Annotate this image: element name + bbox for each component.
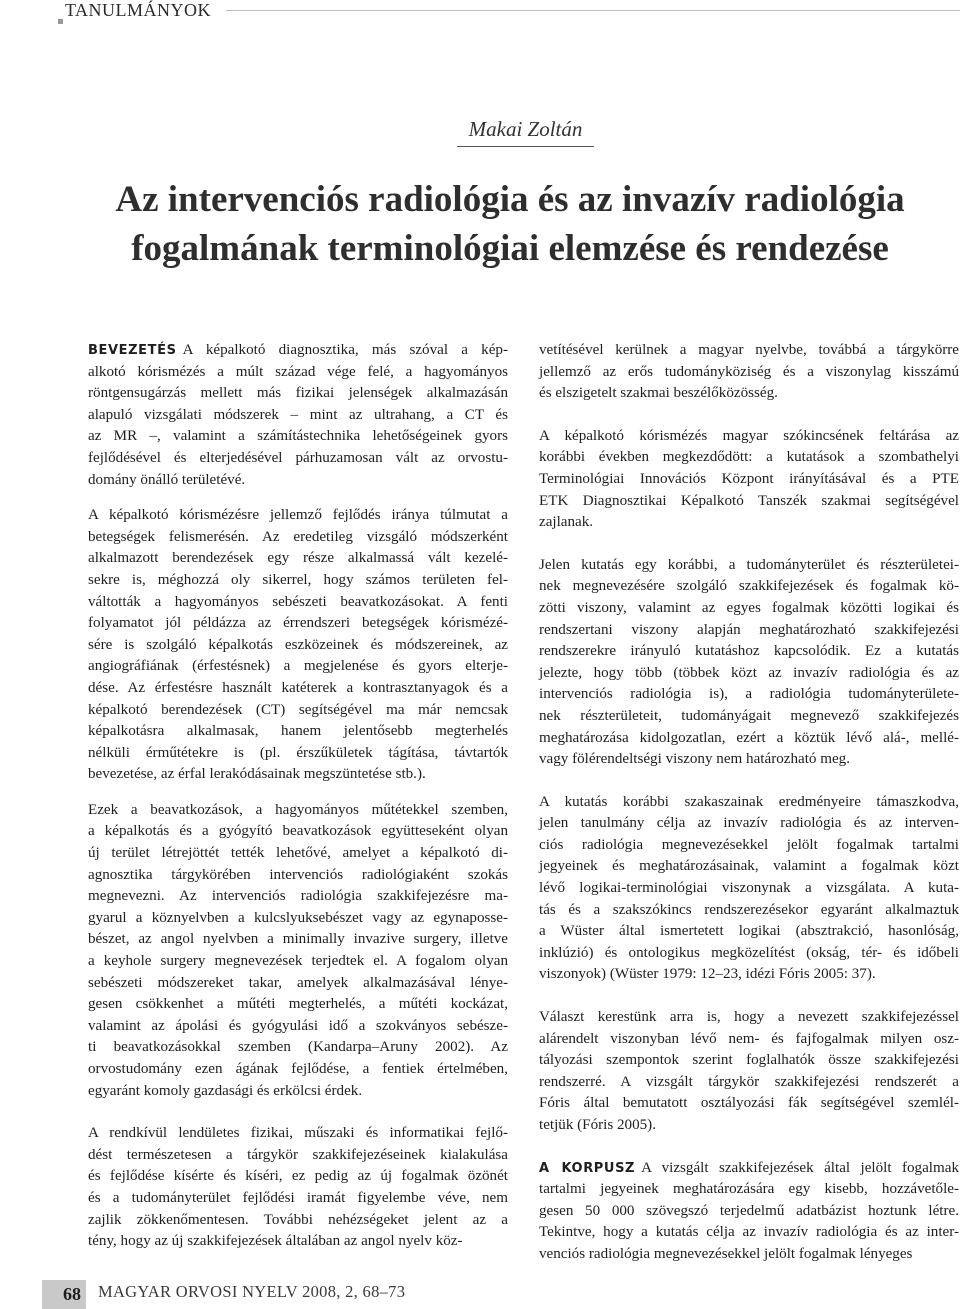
- text-line: és fejlődése kísérte és kíséri, ez pedig az új fogalmak özönét: [88, 1168, 508, 1185]
- paragraph: [88, 505, 508, 786]
- text-line: Választ kerestünk arra is, hogy a nevezett szakkifejezéssel: [539, 1009, 959, 1026]
- text-line: és a tudományterület fejlődési iramát figyelembe véve, nem: [88, 1189, 508, 1206]
- text-line: agnosztika tárgykörében intervenciós radiológiaként szokás: [88, 866, 508, 883]
- text-line: sebészeti módszereket takar, amelyek alkalmazásával lénye-: [88, 974, 508, 991]
- page-number: 68: [42, 1280, 86, 1309]
- text-line: A képalkotó kórismézés magyar szókincsének feltárása az: [539, 427, 959, 444]
- text-line: ETK Diagnosztikai Képalkotó Tanszék szakmai segítségével: [539, 492, 959, 509]
- text-line: és elszigetelt szakmai beszélőközösség.: [539, 385, 778, 402]
- text-line: nélküli érműtétekre is (pl. érszűkületek tágítása, távtartók: [88, 744, 508, 761]
- section-keyword: A KORPUSZ: [539, 1160, 636, 1176]
- text-line: Ezek a beavatkozások, a hagyományos műtétekkel szemben,: [88, 801, 508, 818]
- text-line: korábbi években megkezdődött: a kutatások a szombathelyi: [539, 449, 959, 466]
- paragraph: [539, 555, 959, 771]
- title-line: Az intervenciós radiológia és az invazív radiológia: [115, 179, 905, 220]
- text-line: fejlődésével és elterjedésével párhuzamosan vált az orvostu-: [88, 449, 508, 466]
- text-line: jelezte, hogy több (többek közt az invazív radiológia és az: [539, 664, 959, 681]
- text-line: vagy fölérendeltségi viszony nem határozható meg.: [539, 751, 850, 768]
- text-line: dést természetesen a tárgykör szakkifejezéseinek kialakulása: [88, 1146, 508, 1163]
- article-author: Makai Zoltán: [457, 117, 594, 147]
- text-line: megnevezni. Az intervenciós radiológia szakkifejezésre ma-: [88, 888, 508, 905]
- text-line: tetjük (Fóris 2005).: [539, 1117, 656, 1133]
- article-title: [90, 175, 930, 273]
- text-line: alapuló vizsgálati módszerek – mint az ultrahang, a CT és: [88, 406, 508, 423]
- text-line: váltották a hagyományos sebészeti beavatkozásokat. A fenti: [88, 593, 508, 610]
- text-line: dése. Az érfestésre használt katéterek a kontrasztanyagok és a: [88, 679, 508, 696]
- text-line: képalkotásra alkalmasak, hanem jelentősebb megterhelés: [88, 723, 508, 740]
- text-line: új terület létrejöttét tették lehetővé, amelyet a képalkotó di-: [88, 845, 508, 862]
- text-line: vetítésével kerülnek a magyar nyelvbe, továbbá a tárgykörre: [539, 342, 959, 358]
- text-line: tény, hogy az új szakkifejezések általában az angol nyelv köz-: [88, 1233, 463, 1250]
- page-footer: [42, 1280, 960, 1309]
- corpus-paragraph: [539, 1158, 959, 1266]
- paragraph: [539, 1007, 959, 1137]
- text-line: rendszerré. A vizsgált tárgykör szakkifejezési rendszerét a: [539, 1073, 959, 1090]
- title-line: fogalmának terminológiai elemzése és rendezése: [131, 228, 889, 269]
- text-line: viszonyok) (Wüster 1979: 12–23, idézi Fóris 2005: 37).: [539, 966, 876, 983]
- text-line: A rendkívül lendületes fizikai, műszaki és informatikai fejlő-: [88, 1125, 508, 1142]
- text-line: inklúzió) és ontologikus megközelítést (okság, tér- és időbeli: [539, 944, 959, 961]
- text-line: valamint az ápolási és gyógyulási idő a szokványos sebésze-: [88, 1017, 508, 1034]
- text-line: alkotó kórismézés a múlt század vége felé, a hagyományos: [88, 363, 508, 380]
- paragraph: [539, 426, 959, 534]
- text-line: a keyhole surgery megnevezések terjedtek el. A fogalom olyan: [88, 953, 508, 970]
- text-line: angiográfiának (érfestésnek) a megjelenése és gyors elterje-: [88, 658, 508, 675]
- text-line: bevezetése, az érfal lerakódásainak megszüntetése stb.).: [88, 766, 426, 783]
- text-line: Fóris által bemutatott osztályozási fák segítségével szemlél-: [539, 1095, 959, 1112]
- text-run: A képalkotó diagnosztika, más szóval a kép-: [182, 342, 508, 358]
- journal-citation: MAGYAR ORVOSI NYELV 2008, 2, 68–73: [98, 1282, 406, 1301]
- text-line: az MR –, valamint a számítástechnika lehetőségeinek gyors: [88, 428, 508, 445]
- text-run: A vizsgált szakkifejezések által jelölt fogalmak: [641, 1159, 959, 1176]
- paragraph: [539, 340, 959, 405]
- text-line: meghatározása kidolgozatlan, ezért a köztük lévő alá-, mellé-: [539, 729, 959, 746]
- text-line: tályozási szempontok szerint foglalhatók össze szakkifejezési: [539, 1052, 959, 1069]
- bullet-square-icon: [58, 19, 63, 24]
- left-column: [88, 340, 508, 1267]
- text-line: gesen csökkenhet a műtéti megterhelés, a műtéti kockázat,: [88, 996, 508, 1013]
- text-line: zajlik zökkenőmentesen. További nehézségeket jelent az a: [88, 1211, 508, 1228]
- paragraph: [539, 792, 959, 986]
- text-line: rendszertani viszony alapján meghatározható szakkifejezési: [539, 621, 959, 638]
- text-line: alárendelt viszonyban lévő nem- és fajfogalmak milyen osz-: [539, 1030, 959, 1047]
- text-line: jelen tanulmány célja az invazív radiológia és az interven-: [539, 815, 959, 832]
- section-label: [65, 0, 211, 21]
- text-line: Jelen kutatás egy korábbi, a tudományterület és részterületei-: [539, 556, 959, 573]
- text-line: A képalkotó kórismézésre jellemző fejlődés iránya túlmutat a: [88, 507, 508, 524]
- text-line: lévő logikai-terminológiai viszonynak a vizsgálata. A kuta-: [539, 880, 959, 897]
- text-line: nek részterületeit, tudományágait megnevező szakkifejezés: [539, 707, 959, 724]
- text-line: bészet, az angol nyelvben a minimally invazive surgery, illetve: [88, 931, 508, 948]
- text-line: zötti viszony, valamint az egyes fogalmak közötti logikai és: [539, 599, 959, 616]
- text-line: domány önálló területévé.: [88, 471, 246, 488]
- intro-paragraph: [88, 340, 508, 491]
- paragraph: [88, 1123, 508, 1253]
- text-line: alkalmazott berendezések egy része alkalmassá vált kezelé-: [88, 550, 508, 567]
- text-line: ti beavatkozásokkal szemben (Kandarpa–Aruny 2002). Az: [88, 1039, 508, 1056]
- text-line: jellemző az erős tudományköziség és a viszonylag kisszámú: [539, 363, 959, 380]
- text-line: tás és a szakszókincs rendszerezésekor egyaránt alkalmaztuk: [539, 901, 959, 918]
- text-line: egyaránt komoly gazdasági és erkölcsi érdek.: [88, 1082, 363, 1099]
- text-line: sére is szolgáló képalkotás eszközeinek és módszereinek, az: [88, 636, 508, 653]
- text-line: a képalkotás és a gyógyító beavatkozások együtteseként olyan: [88, 823, 508, 840]
- text-line: zajlanak.: [539, 514, 594, 531]
- text-line: képalkotó berendezések (CT) segítségével ma már nemcsak: [88, 701, 508, 718]
- text-line: gesen 50 000 szövegszó terjedelmű adatbázist hoztunk létre.: [539, 1202, 959, 1219]
- text-line: betegségek felismerésén. Az eredetileg vizsgáló módszerként: [88, 528, 508, 545]
- text-line: orvostudomány ezen ágának fejlődése, a fentiek értelmében,: [88, 1061, 508, 1077]
- text-line: sekre is, méghozzá oly sikerrel, hogy számos területen fel-: [88, 571, 508, 588]
- text-line: [539, 1158, 959, 1180]
- right-column: [539, 340, 959, 1280]
- text-line: tartalmi jegyeinek meghatározására egy kisebb, hozzávetőle-: [539, 1181, 959, 1198]
- section-keyword: BEVEZETÉS: [88, 343, 177, 358]
- text-line: jegyeinek és meghatározásainak, valamint a fogalmak közt: [539, 858, 959, 875]
- text-line: a Wüster által ismertetett logikai (absztrakció, hasonlóság,: [539, 923, 959, 940]
- section-name: TANULMÁNYOK: [65, 0, 212, 20]
- text-line: rendszerekre irányuló kutatáshoz kapcsolódik. Ez a kutatás: [539, 643, 959, 660]
- text-line: venciós radiológia megnevezésekkel jelölt fogalmak lényeges: [539, 1245, 913, 1262]
- text-line: A kutatás korábbi szakaszainak eredményeire támaszkodva,: [539, 793, 959, 810]
- text-line: Terminológiai Innovációs Központ irányításával és a PTE: [539, 470, 959, 487]
- text-line: [88, 340, 508, 362]
- text-line: Tekintve, hogy a kutatás célja az invazív radiológia és az inter-: [539, 1224, 959, 1241]
- text-line: röntgensugárzás mellett más fizikai jelenségek alkalmazásán: [88, 385, 508, 402]
- paragraph: [88, 800, 508, 1102]
- text-line: nek megnevezésére szolgáló szakkifejezések és fogalmak kö-: [539, 578, 959, 595]
- text-line: gyarul a köznyelvben a kulcslyuksebészet vagy az egynaposse-: [88, 909, 508, 926]
- text-line: intervenciós radiológia is), a radiológia tudományterülete-: [539, 686, 959, 703]
- header-rule: [226, 10, 960, 11]
- text-line: ciós radiológia megnevezésekkel jelölt fogalmak tartalmi: [539, 836, 959, 853]
- text-line: folyamatot jól példázza az érrendszeri betegségek kórismézé-: [88, 615, 508, 632]
